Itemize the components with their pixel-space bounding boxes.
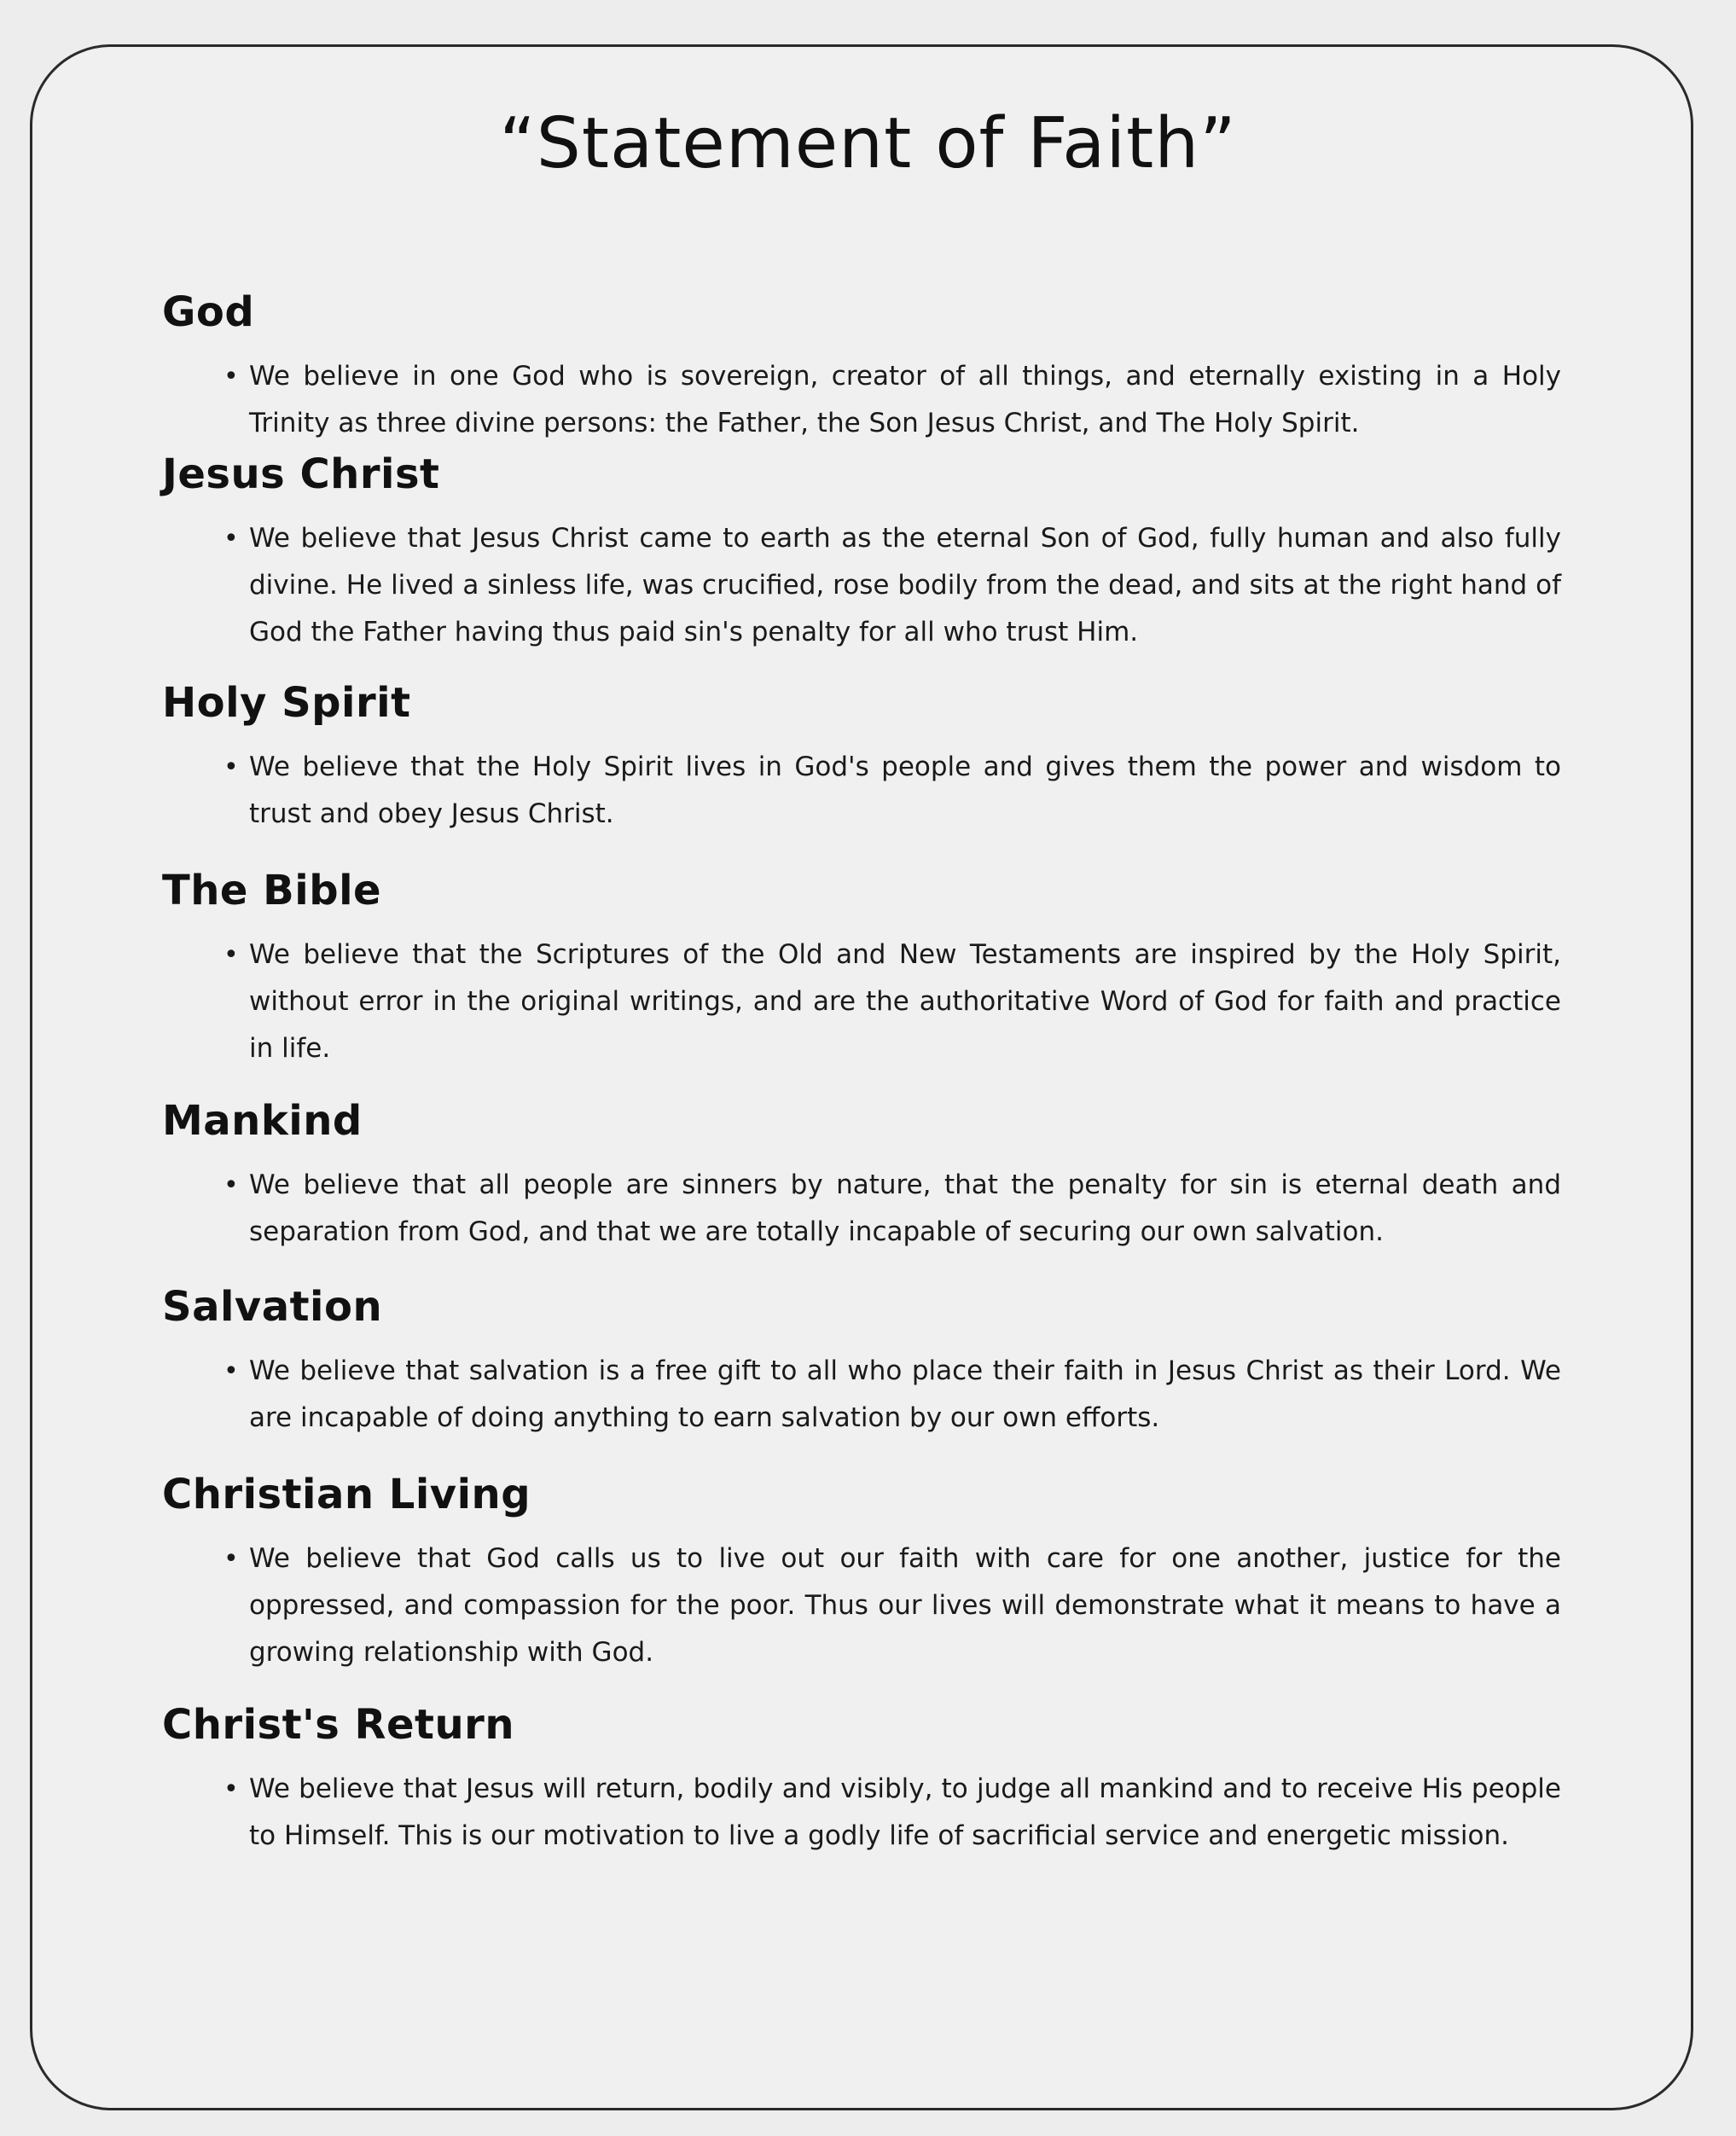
statement-text: We believe that the Scriptures of the Old and New Testaments are inspired by the Holy Spirit, without error in the original writings, and are the authoritative Word of God for faith and practice in life.: [249, 939, 1561, 1064]
section-heading: Holy Spirit: [162, 679, 411, 727]
statement-text: We believe that all people are sinners by nature, that the penalty for sin is eternal death and separation from God, and that we are totally incapable of securing our own salvation.: [249, 1170, 1561, 1247]
section-list: [162, 932, 1561, 1072]
list-item: [224, 515, 1561, 656]
statement-text: We believe in one God who is sovereign, creator of all things, and eternally existing in a Holy Trinity as three divine persons: the Father, the Son Jesus Christ, and The Holy Spirit.: [249, 361, 1561, 438]
list-item: [224, 744, 1561, 838]
section-the-bible: [162, 867, 1561, 1072]
section-christian-living: [162, 1471, 1561, 1676]
section-list: [162, 1766, 1561, 1860]
section-salvation: [162, 1283, 1561, 1442]
bullet-icon: •: [224, 940, 239, 970]
list-item: [224, 1535, 1561, 1676]
bullet-icon: •: [224, 752, 239, 782]
section-heading: Christian Living: [162, 1471, 531, 1518]
bullet-icon: •: [224, 1356, 239, 1386]
section-god: [162, 288, 1561, 447]
section-mankind: [162, 1097, 1561, 1256]
section-list: [162, 353, 1561, 447]
bullet-icon: •: [224, 1774, 239, 1804]
bullet-icon: •: [224, 1544, 239, 1574]
section-list: [162, 744, 1561, 838]
list-item: [224, 932, 1561, 1072]
statement-text: We believe that salvation is a free gift to all who place their faith in Jesus Christ as their Lord. We are incapable of doing anything to earn salvation by our own efforts.: [249, 1355, 1561, 1433]
section-heading: God: [162, 288, 255, 336]
section-christs-return: [162, 1701, 1561, 1860]
statement-text: We believe that God calls us to live out our faith with care for one another, justice for the oppressed, and compassion for the poor. Thus our lives will demonstrate what it means to have a growing relationship with God.: [249, 1543, 1561, 1668]
section-heading: Christ's Return: [162, 1701, 514, 1749]
section-heading: Mankind: [162, 1097, 363, 1145]
section-holy-spirit: [162, 679, 1561, 838]
statement-text: We believe that Jesus Christ came to earth as the eternal Son of God, fully human and also fully divine. He lived a sinless life, was crucified, rose bodily from the dead, and sits at the right hand of God the Father having thus paid sin's penalty for all who trust Him.: [249, 523, 1561, 647]
section-list: [162, 1348, 1561, 1442]
section-list: [162, 1162, 1561, 1256]
section-list: [162, 515, 1561, 656]
statement-text: We believe that Jesus will return, bodily and visibly, to judge all mankind and to receive His people to Himself. This is our motivation to live a godly life of sacrificial service and energetic mission.: [249, 1773, 1561, 1851]
bullet-icon: •: [224, 1170, 239, 1200]
section-heading: Salvation: [162, 1283, 383, 1331]
statement-text: We believe that the Holy Spirit lives in God's people and gives them the power and wisdom to trust and obey Jesus Christ.: [249, 752, 1561, 829]
list-item: [224, 1348, 1561, 1442]
list-item: [224, 1766, 1561, 1860]
list-item: [224, 353, 1561, 447]
section-heading: The Bible: [162, 867, 382, 914]
section-jesus-christ: [162, 450, 1561, 656]
bullet-icon: •: [224, 362, 239, 392]
section-list: [162, 1535, 1561, 1676]
list-item: [224, 1162, 1561, 1256]
bullet-icon: •: [224, 524, 239, 554]
section-heading: Jesus Christ: [162, 450, 440, 498]
page-title: “Statement of Faith”: [499, 103, 1237, 184]
